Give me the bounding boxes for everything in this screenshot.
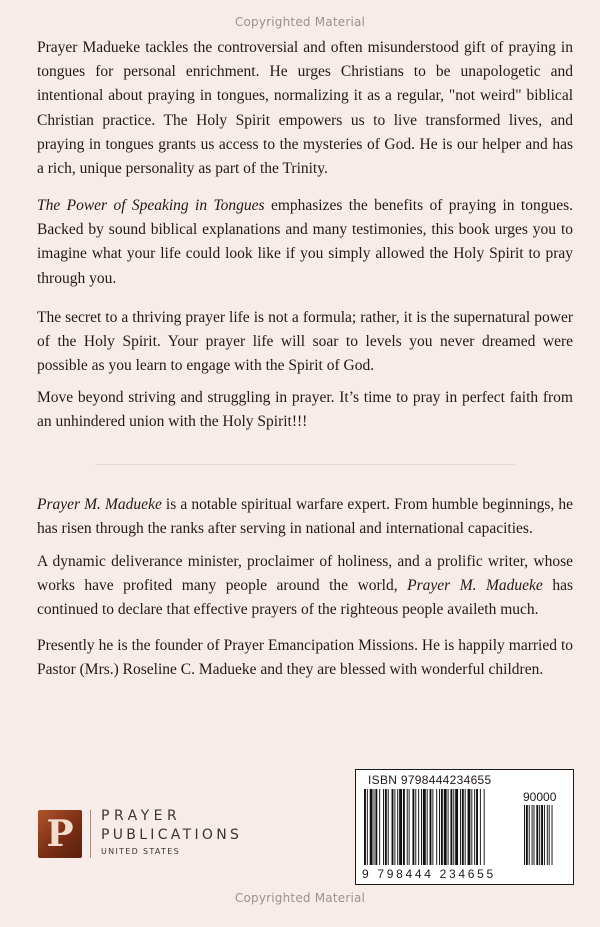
publisher-location: UNITED STATES xyxy=(101,847,180,856)
description-paragraph-4: Move beyond striving and struggling in prayer. It’s time to pray in perfect faith from an unhindered union with the Holy Spirit!!! xyxy=(37,389,573,431)
book-title: The Power of Speaking in Tongues xyxy=(37,197,265,214)
description-paragraph-2 xyxy=(37,194,573,291)
description-paragraph-1: Prayer Madueke tackles the controversial and often misunderstood gift of praying in tongues for personal enrichment. He urges Christians to be unapologetic and intentional about praying in tongues, normalizing it as a regular, "not weird" biblical Christian practice. The Holy Spirit empowers us to live transformed lives, and praying in tongues grants us access to the mysteries of God. He is our helper and has a rich, unique personality as part of the Trinity. xyxy=(37,39,573,178)
publisher-logo-icon xyxy=(38,810,82,858)
author-bio-paragraph-2 xyxy=(37,550,573,623)
author-name: Prayer M. Madueke xyxy=(37,496,162,513)
watermark-bottom: Copyrighted Material xyxy=(234,891,366,905)
isbn-label: ISBN 9798444234655 xyxy=(368,773,492,787)
publisher-logo-divider xyxy=(90,810,91,858)
bio-1-text: is a notable spiritual warfare expert. From humble beginnings, he has risen through the ranks after serving in national and international capacities. xyxy=(37,496,573,538)
publisher-name-line-1: PRAYER xyxy=(101,808,182,824)
watermark-top: Copyrighted Material xyxy=(234,15,366,29)
bio-2-text-start: A dynamic deliverance minister, proclaimer of holiness, and a prolific writer, whose works have profited many people around the world, xyxy=(37,553,573,595)
author-bio-paragraph-1 xyxy=(37,493,573,541)
logo-letter: P xyxy=(46,813,74,855)
author-name-inline: Prayer M. Madueke xyxy=(407,577,543,595)
section-divider xyxy=(95,464,515,465)
price-code: 90000 xyxy=(523,790,557,804)
barcode-digits: 9 798444 234655 xyxy=(362,867,496,881)
paragraph-2-text: emphasizes the benefits of praying in tongues. Backed by sound biblical explanations and many testimonies, this book urges you to imagine what your life could look like if you simply allowed the Holy Spirit to pray through you. xyxy=(37,197,574,287)
author-bio-paragraph-3: Presently he is the founder of Prayer Emancipation Missions. He is happily married to Pastor (Mrs.) Roseline C. Madueke and they are blessed with wonderful children. xyxy=(37,637,573,679)
description-paragraph-3: The secret to a thriving prayer life is not a formula; rather, it is the supernatural power of the Holy Spirit. Your prayer life will soar to levels you never dreamed were possible as you learn to engage with the Spirit of God. xyxy=(37,309,573,375)
bio-2-text-end: has continued to declare that effective prayers of the righteous people availeth much. xyxy=(37,577,573,619)
publisher-name-line-2: PUBLICATIONS xyxy=(101,827,243,843)
isbn-barcode xyxy=(355,769,574,885)
